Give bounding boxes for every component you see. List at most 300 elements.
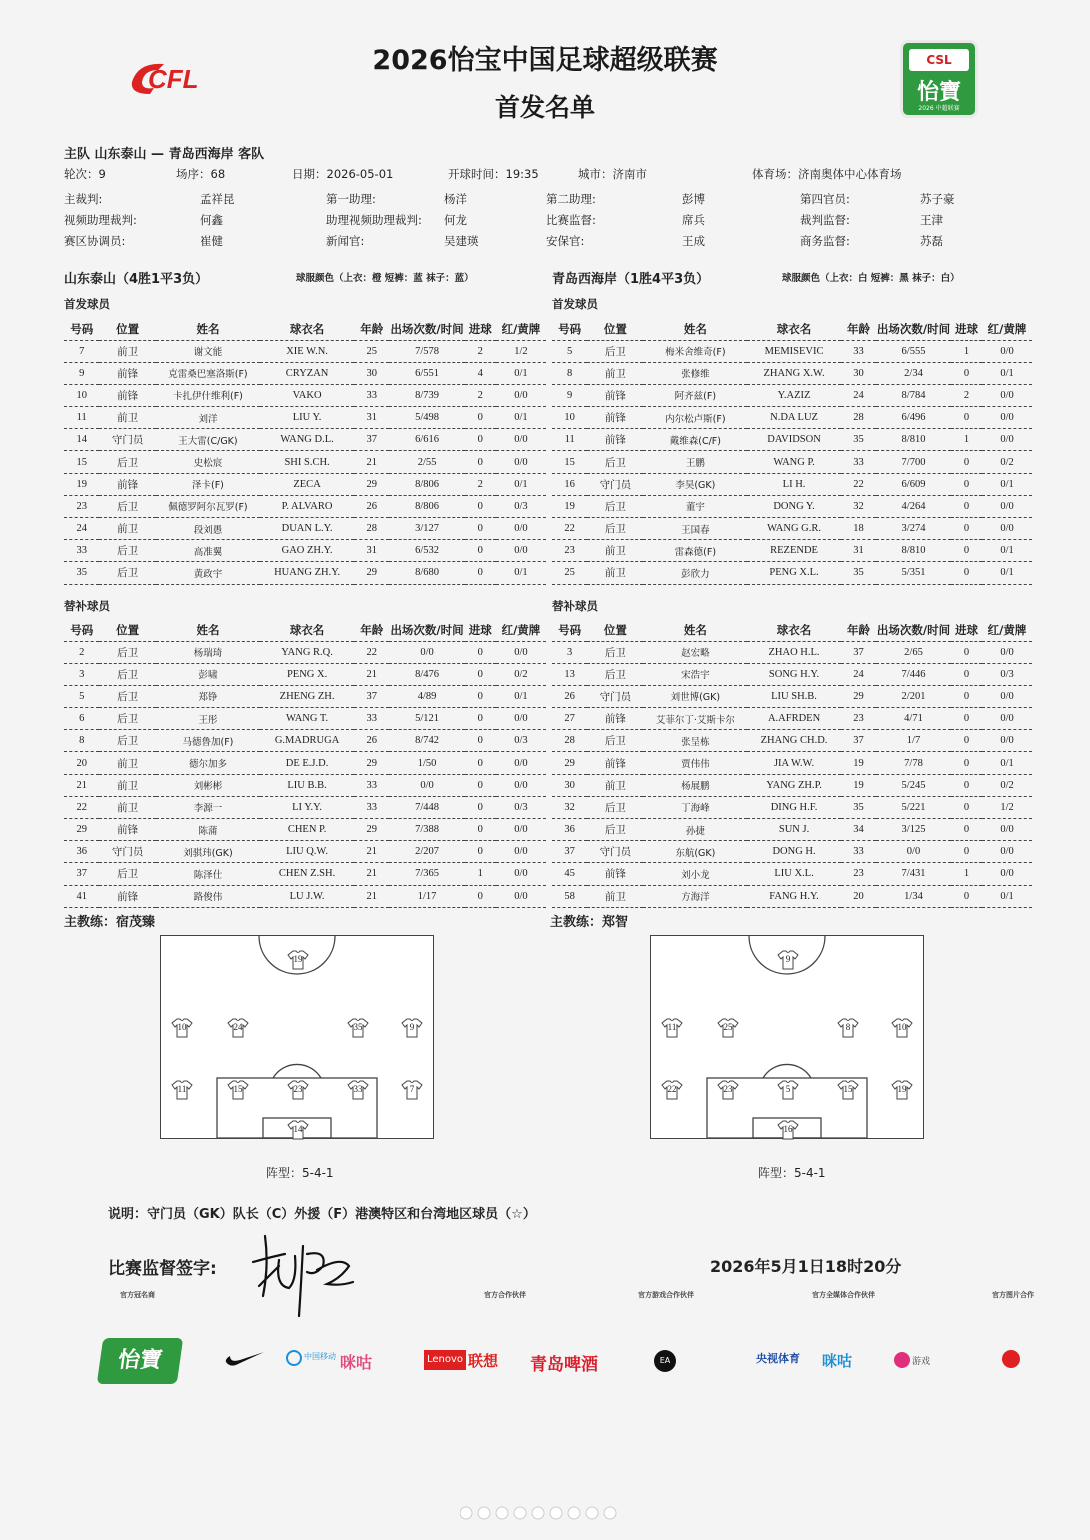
player-cell: 19	[841, 774, 876, 796]
player-row	[552, 473, 1032, 495]
player-cell: 5	[64, 685, 99, 707]
player-cell: 后卫	[587, 451, 643, 473]
player-cell: REZENDE	[747, 540, 841, 562]
player-cell: 0	[465, 451, 496, 473]
player-cell: 后卫	[99, 562, 155, 584]
signature-label: 比赛监督签字:	[108, 1259, 217, 1279]
player-cell: 王大雷(C/GK)	[156, 429, 260, 451]
player-cell: 后卫	[587, 663, 643, 685]
player-cell: 后卫	[587, 819, 643, 841]
official-name: 苏磊	[920, 234, 943, 248]
player-cell: 宋浩宇	[643, 663, 747, 685]
column-header: 号码	[552, 619, 587, 641]
player-cell: A.AFRDEN	[747, 708, 841, 730]
player-cell: 6/551	[389, 362, 464, 384]
player-cell: 泽卡(F)	[156, 473, 260, 495]
player-cell: 0/0	[496, 641, 546, 663]
player-row	[64, 774, 546, 796]
away-team-name: 青岛西海岸（1胜4平3负）	[552, 272, 710, 287]
shirt-number: 5	[785, 1084, 791, 1094]
player-cell: 守门员	[99, 429, 155, 451]
player-cell: 0/0	[496, 451, 546, 473]
player-cell: 0/0	[496, 540, 546, 562]
player-cell: FANG H.Y.	[747, 885, 841, 907]
player-cell: 路俊伟	[156, 885, 260, 907]
player-cell: 37	[354, 685, 389, 707]
shirt-number: 11	[667, 1022, 677, 1032]
player-cell: 5	[552, 340, 587, 362]
player-cell: 马德鲁加(F)	[156, 730, 260, 752]
player-row	[552, 540, 1032, 562]
player-cell: 0	[951, 473, 982, 495]
match-date: 日期：2026-05-01	[292, 167, 394, 181]
player-cell: WANG T.	[260, 708, 354, 730]
sponsor-nike-logo	[224, 1348, 266, 1372]
player-cell: 8/742	[389, 730, 464, 752]
player-cell: 后卫	[99, 495, 155, 517]
player-cell: 0/0	[982, 863, 1032, 885]
player-row	[64, 518, 546, 540]
player-cell: SONG H.Y.	[747, 663, 841, 685]
teams-line: 主队 山东泰山 — 青岛西海岸 客队	[64, 147, 265, 162]
table-header-row	[552, 619, 1032, 641]
player-cell: 8	[552, 362, 587, 384]
column-header: 红/黄牌	[496, 619, 546, 641]
player-cell: 22	[841, 473, 876, 495]
player-cell: 前锋	[99, 384, 155, 406]
player-cell: 佩德罗阿尔瓦罗(F)	[156, 495, 260, 517]
player-cell: 2	[465, 473, 496, 495]
official-role-label: 赛区协调员:	[64, 234, 126, 248]
player-cell: 28	[354, 518, 389, 540]
official-role-label: 第一助理:	[326, 192, 376, 206]
player-cell: 8/806	[389, 473, 464, 495]
official-name: 崔健	[200, 234, 223, 248]
home-team-name: 山东泰山（4胜1平3负）	[64, 272, 209, 287]
player-cell: 7	[64, 340, 99, 362]
away-subs-table	[552, 619, 1032, 908]
player-cell: 0/0	[389, 641, 464, 663]
player-cell: 33	[841, 340, 876, 362]
player-cell: 1	[951, 340, 982, 362]
cfl-text: CFL	[148, 64, 199, 94]
player-cell: 0	[465, 641, 496, 663]
column-header: 年龄	[841, 318, 876, 340]
page-title: 2026怡宝中国足球超级联赛	[372, 45, 718, 76]
player-cell: 37	[64, 863, 99, 885]
player-shirt-icon	[347, 1018, 369, 1038]
player-cell: 0	[465, 730, 496, 752]
player-cell: 31	[354, 540, 389, 562]
official-name: 王津	[920, 213, 943, 227]
column-header: 进球	[951, 318, 982, 340]
away-starters-table	[552, 318, 1032, 585]
player-cell: 2/55	[389, 451, 464, 473]
player-cell: 33	[354, 708, 389, 730]
player-cell: 2	[465, 340, 496, 362]
player-cell: VAKO	[260, 384, 354, 406]
player-cell: 14	[64, 429, 99, 451]
player-row	[64, 641, 546, 663]
player-cell: ZHENG ZH.	[260, 685, 354, 707]
player-cell: 0/0	[496, 708, 546, 730]
page-indicator	[460, 1505, 630, 1519]
legend-note: 说明：守门员（GK）队长（C）外援（F）港澳特区和台湾地区球员（☆）	[108, 1207, 536, 1222]
official-role-label: 商务监督:	[800, 234, 850, 248]
player-cell: 0/1	[496, 362, 546, 384]
player-cell: 0	[465, 752, 496, 774]
player-row	[64, 708, 546, 730]
player-cell: 21	[354, 863, 389, 885]
player-cell: 0	[465, 518, 496, 540]
column-header: 球衣名	[747, 619, 841, 641]
player-cell: 0/1	[496, 685, 546, 707]
shirt-number: 33	[353, 1084, 363, 1094]
player-shirt-icon	[661, 1018, 683, 1038]
player-cell: 史松宸	[156, 451, 260, 473]
player-cell: JIA W.W.	[747, 752, 841, 774]
player-cell: 刘彬彬	[156, 774, 260, 796]
player-cell: PENG X.L.	[747, 562, 841, 584]
player-cell: 20	[64, 752, 99, 774]
player-cell: 6/555	[876, 340, 951, 362]
column-header: 姓名	[643, 619, 747, 641]
home-formation: 阵型：5-4-1	[266, 1166, 334, 1180]
player-shirt-icon	[717, 1018, 739, 1038]
player-cell: 22	[354, 641, 389, 663]
player-cell: 8/784	[876, 384, 951, 406]
player-cell: 21	[354, 663, 389, 685]
player-cell: ZECA	[260, 473, 354, 495]
player-cell: 梅米舍维奇(F)	[643, 340, 747, 362]
away-formation-pitch	[650, 935, 924, 1139]
player-cell: 0	[465, 540, 496, 562]
column-header: 位置	[99, 619, 155, 641]
player-cell: 前卫	[587, 885, 643, 907]
column-header: 号码	[552, 318, 587, 340]
official-name: 席兵	[682, 213, 705, 227]
player-cell: 陈蒲	[156, 819, 260, 841]
player-cell: 9	[552, 384, 587, 406]
player-cell: 11	[64, 407, 99, 429]
table-header-row	[64, 318, 546, 340]
player-cell: 23	[64, 495, 99, 517]
player-cell: 0	[465, 796, 496, 818]
player-cell: 前卫	[99, 796, 155, 818]
player-cell: 7/446	[876, 663, 951, 685]
column-header: 进球	[951, 619, 982, 641]
player-cell: 0/0	[389, 774, 464, 796]
column-header: 红/黄牌	[982, 318, 1032, 340]
player-cell: 前锋	[99, 885, 155, 907]
player-cell: 0/3	[496, 495, 546, 517]
player-cell: 前卫	[99, 340, 155, 362]
signature-image	[245, 1226, 365, 1326]
player-cell: 2/201	[876, 685, 951, 707]
sponsor-lenovo-logo: Lenovo	[424, 1350, 466, 1370]
player-cell: 0/0	[982, 685, 1032, 707]
player-cell: LU J.W.	[260, 885, 354, 907]
player-cell: 刘骐玮(GK)	[156, 841, 260, 863]
column-header: 姓名	[156, 619, 260, 641]
player-cell: 方海洋	[643, 885, 747, 907]
player-cell: 杨展鹏	[643, 774, 747, 796]
player-cell: 0/3	[982, 663, 1032, 685]
player-cell: 34	[841, 819, 876, 841]
match-city: 城市：济南市	[578, 167, 647, 181]
column-header: 进球	[465, 318, 496, 340]
player-cell: 后卫	[99, 663, 155, 685]
sponsor-chinamobile-text: 中国移动	[304, 1352, 336, 1361]
csl-logo-top: CSL	[909, 49, 969, 71]
player-cell: 内尔松卢斯(F)	[643, 407, 747, 429]
official-role-label: 比赛监督:	[546, 213, 596, 227]
player-cell: 36	[552, 819, 587, 841]
player-cell: 谢文能	[156, 340, 260, 362]
home-coach: 主教练：宿茂臻	[64, 915, 156, 930]
player-cell: 2/34	[876, 362, 951, 384]
official-name: 王成	[682, 234, 705, 248]
player-cell: 后卫	[99, 708, 155, 730]
player-cell: 8	[64, 730, 99, 752]
official-role-label: 第四官员:	[800, 192, 850, 206]
player-cell: 前卫	[99, 407, 155, 429]
sponsor-yibao-logo	[97, 1338, 183, 1384]
player-cell: 高准翼	[156, 540, 260, 562]
player-cell: 0	[465, 562, 496, 584]
player-cell: 26	[354, 495, 389, 517]
player-cell: CHEN Z.SH.	[260, 863, 354, 885]
player-cell: 13	[552, 663, 587, 685]
player-cell: 0/2	[496, 663, 546, 685]
player-cell: 33	[841, 451, 876, 473]
player-cell: 35	[841, 429, 876, 451]
player-cell: 王国春	[643, 518, 747, 540]
player-cell: 前卫	[587, 562, 643, 584]
player-cell: DAVIDSON	[747, 429, 841, 451]
player-cell: 8/810	[876, 429, 951, 451]
sponsor-category-partners: 官方合作伙伴	[484, 1291, 526, 1299]
player-cell: ZHANG X.W.	[747, 362, 841, 384]
player-row	[552, 384, 1032, 406]
player-row	[64, 752, 546, 774]
player-cell: 23	[841, 863, 876, 885]
official-role-label: 视频助理裁判:	[64, 213, 137, 227]
column-header: 位置	[587, 619, 643, 641]
player-cell: 35	[841, 796, 876, 818]
player-cell: 15	[64, 451, 99, 473]
player-cell: 0	[951, 774, 982, 796]
player-row	[552, 730, 1032, 752]
player-cell: 19	[552, 495, 587, 517]
player-cell: 彭啸	[156, 663, 260, 685]
player-cell: 艾菲尔丁·艾斯卡尔	[643, 708, 747, 730]
player-shirt-icon	[777, 950, 799, 970]
shirt-number: 8	[845, 1022, 851, 1032]
player-cell: 26	[354, 730, 389, 752]
sponsor-category-photo: 官方图片合作	[992, 1291, 1034, 1299]
match-kickoff: 开球时间：19:35	[448, 167, 539, 181]
player-cell: 35	[64, 562, 99, 584]
player-cell: 33	[841, 841, 876, 863]
player-cell: 7/700	[876, 451, 951, 473]
player-cell: 前卫	[587, 362, 643, 384]
player-cell: 0	[465, 495, 496, 517]
shirt-number: 9	[785, 954, 791, 964]
player-shirt-icon	[227, 1080, 249, 1100]
player-cell: 后卫	[99, 451, 155, 473]
player-shirt-icon	[777, 1080, 799, 1100]
player-cell: HUANG ZH.Y.	[260, 562, 354, 584]
player-cell: 0	[465, 774, 496, 796]
player-cell: 7/578	[389, 340, 464, 362]
player-cell: 雷森德(F)	[643, 540, 747, 562]
player-shirt-icon	[227, 1018, 249, 1038]
shirt-number: 7	[409, 1084, 415, 1094]
player-row	[64, 495, 546, 517]
home-subs-label: 替补球员	[64, 599, 110, 613]
player-cell: 1/7	[876, 730, 951, 752]
player-cell: 3/274	[876, 518, 951, 540]
player-cell: 前卫	[99, 774, 155, 796]
player-cell: 0/3	[496, 796, 546, 818]
official-name: 苏子豪	[920, 192, 955, 206]
player-cell: 0/0	[982, 708, 1032, 730]
shirt-number: 14	[293, 1124, 303, 1134]
column-header: 姓名	[156, 318, 260, 340]
player-cell: 8/476	[389, 663, 464, 685]
player-cell: 后卫	[587, 641, 643, 663]
player-row	[552, 841, 1032, 863]
player-cell: 后卫	[99, 730, 155, 752]
player-cell: 赵宏略	[643, 641, 747, 663]
player-cell: 陈泽仕	[156, 863, 260, 885]
player-cell: 0	[951, 562, 982, 584]
official-role-label: 安保官:	[546, 234, 585, 248]
official-name: 孟祥昆	[200, 192, 235, 206]
player-row	[552, 863, 1032, 885]
player-cell: 0/0	[496, 863, 546, 885]
player-cell: 0	[465, 685, 496, 707]
player-cell: 0/1	[496, 473, 546, 495]
player-cell: P. ALVARO	[260, 495, 354, 517]
player-cell: 张修维	[643, 362, 747, 384]
player-cell: SUN J.	[747, 819, 841, 841]
sponsor-category-title: 官方冠名商	[120, 1291, 155, 1299]
player-cell: 前卫	[587, 540, 643, 562]
player-cell: 0	[951, 518, 982, 540]
player-row	[552, 708, 1032, 730]
column-header: 年龄	[354, 619, 389, 641]
player-cell: 0	[465, 429, 496, 451]
player-cell: 0/0	[982, 841, 1032, 863]
player-cell: 后卫	[587, 518, 643, 540]
player-cell: 6/609	[876, 473, 951, 495]
player-cell: 前锋	[587, 752, 643, 774]
player-cell: 37	[841, 730, 876, 752]
player-cell: WANG D.L.	[260, 429, 354, 451]
player-cell: 0/0	[982, 730, 1032, 752]
player-cell: 0/2	[982, 451, 1032, 473]
player-row	[552, 685, 1032, 707]
player-row	[552, 340, 1032, 362]
player-cell: 王彤	[156, 708, 260, 730]
player-cell: 29	[552, 752, 587, 774]
player-cell: 1/17	[389, 885, 464, 907]
shirt-number: 15	[233, 1084, 243, 1094]
player-cell: 前锋	[99, 362, 155, 384]
player-cell: 21	[64, 774, 99, 796]
sponsor-category-media: 官方全媒体合作伙伴	[812, 1291, 875, 1299]
official-name: 彭博	[682, 192, 705, 206]
player-cell: 20	[841, 885, 876, 907]
player-row	[552, 407, 1032, 429]
player-cell: 41	[64, 885, 99, 907]
player-cell: 0/0	[982, 429, 1032, 451]
player-cell: 彭欣力	[643, 562, 747, 584]
player-cell: 后卫	[587, 340, 643, 362]
player-cell: 郑铮	[156, 685, 260, 707]
player-cell: 5/351	[876, 562, 951, 584]
player-cell: 7/365	[389, 863, 464, 885]
player-cell: 前锋	[587, 407, 643, 429]
player-cell: 0	[465, 708, 496, 730]
column-header: 位置	[99, 318, 155, 340]
player-cell: N.DA LUZ	[747, 407, 841, 429]
player-cell: 24	[841, 663, 876, 685]
player-cell: 李源一	[156, 796, 260, 818]
player-cell: 德尔加多	[156, 752, 260, 774]
column-header: 红/黄牌	[496, 318, 546, 340]
player-cell: 0/0	[982, 495, 1032, 517]
column-header: 号码	[64, 318, 99, 340]
player-cell: 19	[841, 752, 876, 774]
shirt-number: 23	[293, 1084, 303, 1094]
player-cell: 29	[354, 752, 389, 774]
official-role-label: 裁判监督:	[800, 213, 850, 227]
player-row	[64, 384, 546, 406]
player-row	[64, 451, 546, 473]
player-cell: 守门员	[587, 841, 643, 863]
player-shirt-icon	[287, 1120, 309, 1140]
player-cell: 31	[354, 407, 389, 429]
player-cell: 卡扎伊什维利(F)	[156, 384, 260, 406]
player-shirt-icon	[891, 1080, 913, 1100]
shirt-number: 22	[667, 1084, 677, 1094]
player-shirt-icon	[661, 1080, 683, 1100]
table-header-row	[552, 318, 1032, 340]
player-cell: 3/125	[876, 819, 951, 841]
player-cell: 23	[841, 708, 876, 730]
player-cell: 1	[951, 429, 982, 451]
column-header: 出场次数/时间	[876, 619, 951, 641]
player-cell: 33	[354, 384, 389, 406]
player-cell: 58	[552, 885, 587, 907]
player-cell: 刘世博(GK)	[643, 685, 747, 707]
player-cell: 45	[552, 863, 587, 885]
player-row	[552, 774, 1032, 796]
player-cell: 0/1	[982, 885, 1032, 907]
player-cell: 后卫	[99, 641, 155, 663]
player-cell: 0	[465, 841, 496, 863]
player-cell: LIU X.L.	[747, 863, 841, 885]
player-row	[64, 407, 546, 429]
player-cell: 0	[951, 796, 982, 818]
player-cell: 0	[465, 407, 496, 429]
player-cell: 8/806	[389, 495, 464, 517]
player-row	[64, 562, 546, 584]
player-cell: 0/1	[982, 540, 1032, 562]
